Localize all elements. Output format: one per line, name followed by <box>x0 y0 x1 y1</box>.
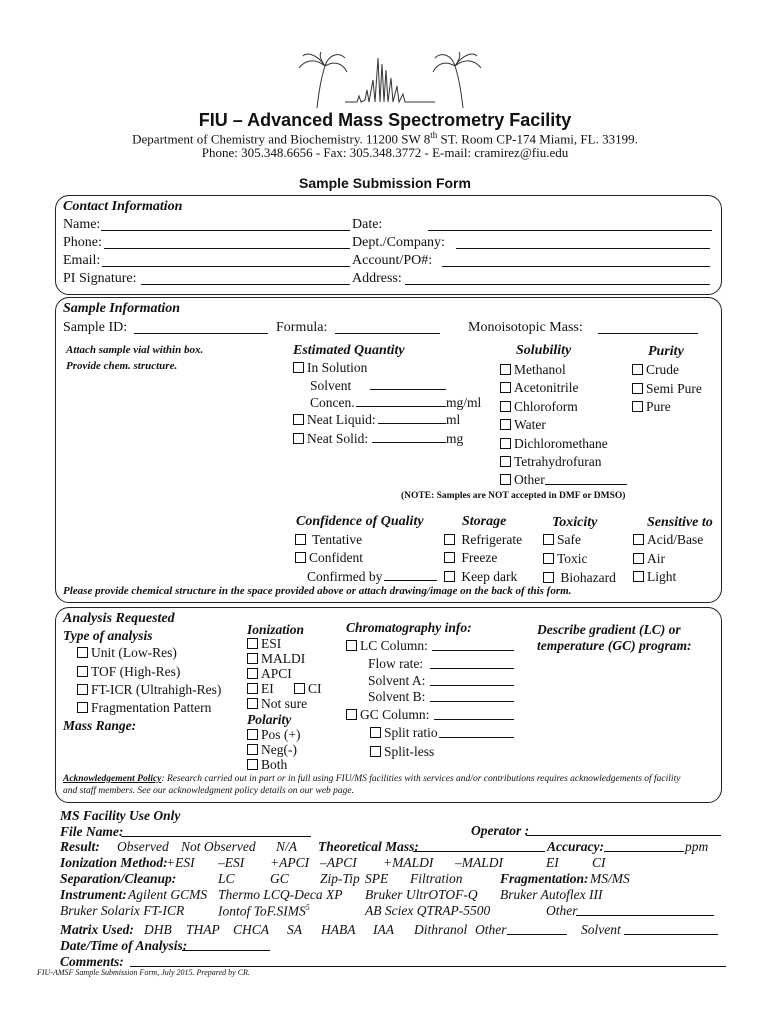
ms-ms-option[interactable]: MS/MS <box>590 871 630 886</box>
toxicity-label: Biohazard <box>560 570 616 585</box>
mg-unit: mg <box>446 431 464 446</box>
comments-label: Comments: <box>60 954 124 969</box>
matrix-option[interactable]: SA <box>287 922 302 937</box>
solvent-label: Solvent <box>310 378 352 393</box>
acetonitrile-checkbox[interactable] <box>500 382 511 393</box>
theoretical-mass-field[interactable] <box>413 851 545 852</box>
chloroform-checkbox[interactable] <box>500 401 511 412</box>
polarity-label: Both <box>261 757 288 772</box>
ionization-option[interactable] <box>247 681 274 697</box>
facility-contact <box>0 146 770 161</box>
ei-checkbox[interactable] <box>247 683 258 694</box>
accuracy-field[interactable] <box>604 851 684 852</box>
analysis-type-option[interactable] <box>77 664 180 680</box>
palm-tree-spectrum-logo <box>295 50 485 110</box>
both-checkbox[interactable] <box>247 759 258 770</box>
matrix-option[interactable]: THAP <box>186 922 220 937</box>
polarity-option[interactable] <box>247 757 287 773</box>
ionization-label: CI <box>308 681 322 696</box>
name-label: Name: <box>63 217 101 232</box>
sensitive-label: Light <box>647 569 677 584</box>
freeze-checkbox[interactable] <box>444 552 455 563</box>
storage-option[interactable] <box>444 532 522 548</box>
safe-checkbox[interactable] <box>543 534 554 545</box>
email-link[interactable]: cramirez@fiu.edu <box>474 145 569 160</box>
neat-liquid-option[interactable] <box>293 412 376 428</box>
not-sure-checkbox[interactable] <box>247 698 258 709</box>
solubility-heading: Solubility <box>516 343 572 358</box>
confident-checkbox[interactable] <box>295 552 306 563</box>
instrument-option[interactable]: Bruker Solarix FT-ICR <box>60 903 185 918</box>
file-name-label: File Name: <box>60 824 124 839</box>
email-label: Email: <box>63 253 101 268</box>
date-label: Date: <box>352 217 383 232</box>
ion-method-option[interactable]: CI <box>592 855 606 870</box>
light-checkbox[interactable] <box>633 571 644 582</box>
neat-liquid-checkbox[interactable] <box>293 414 304 425</box>
dmf-dmso-note: (NOTE: Samples are NOT accepted in DMF or DMSO) <box>401 491 626 501</box>
solubility-label: Tetrahydrofuran <box>514 454 602 469</box>
observed-option[interactable]: Observed <box>117 839 169 854</box>
ack-policy-text: : Research carried out in part or in full using FIU/MS facilities with services and/or contributions requires acknowledgements of facility <box>161 774 681 784</box>
ionization-label: Not sure <box>261 696 308 711</box>
theoretical-mass-label: Theoretical Mass: <box>318 839 419 854</box>
instrument-option[interactable]: AB Sciex QTRAP-5500 <box>365 903 491 918</box>
in-solution-checkbox[interactable] <box>293 362 304 373</box>
pos-checkbox[interactable] <box>247 729 258 740</box>
chrom-heading: Chromatography info: <box>346 620 472 635</box>
matrix-option[interactable]: IAA <box>373 922 394 937</box>
matrix-option[interactable]: CHCA <box>233 922 270 937</box>
instrument-label: Instrument: <box>60 887 127 902</box>
ion-method-option[interactable]: –MALDI <box>455 855 503 870</box>
ionization-heading: Ionization <box>247 622 305 637</box>
analysis-type-option[interactable] <box>77 700 211 716</box>
attach-vial-note: Attach sample vial within box. <box>66 344 204 356</box>
solubility-label: Water <box>514 417 546 432</box>
solubility-option[interactable] <box>500 362 566 378</box>
lc-column-field[interactable] <box>432 650 514 651</box>
facility-heading: MS Facility Use Only <box>60 808 181 823</box>
na-option[interactable]: N/A <box>276 839 298 854</box>
instrument-option[interactable]: Thermo LCQ-Deca XP <box>218 887 343 902</box>
mono-mass-field[interactable] <box>598 333 698 334</box>
ionization-option[interactable] <box>294 681 322 697</box>
polarity-option[interactable] <box>247 742 297 758</box>
purity-option[interactable] <box>632 381 702 397</box>
instrument-option[interactable]: Agilent GCMS <box>128 887 208 902</box>
address-sup: th <box>430 130 438 140</box>
sensitive-label: Acid/Base <box>647 532 704 547</box>
separation-option[interactable]: Filtration <box>410 871 463 886</box>
instrument-option[interactable]: Bruker Autoflex III <box>500 887 603 902</box>
air-checkbox[interactable] <box>633 553 644 564</box>
neg-checkbox[interactable] <box>247 744 258 755</box>
sample-id-field[interactable] <box>134 333 268 334</box>
ionization-label: EI <box>261 681 274 696</box>
acid-base-checkbox[interactable] <box>633 534 644 545</box>
storage-option[interactable] <box>444 550 497 566</box>
matrix-option[interactable]: Dithranol <box>414 922 468 937</box>
operator-label: Operator : <box>471 823 530 838</box>
result-label: Result: <box>60 839 100 854</box>
gc-column-label: GC Column: <box>360 707 430 722</box>
ci-checkbox[interactable] <box>294 683 305 694</box>
concen-label: Concen. <box>310 395 355 410</box>
solubility-label: Dichloromethane <box>514 436 608 451</box>
analysis-type-option[interactable] <box>77 645 177 661</box>
separation-option[interactable]: GC <box>270 871 289 886</box>
lc-column-checkbox[interactable] <box>346 640 357 651</box>
toxicity-option[interactable] <box>543 532 581 548</box>
ionization-option[interactable] <box>247 666 292 682</box>
solvent-field[interactable] <box>370 389 446 390</box>
split-less-checkbox[interactable] <box>370 746 381 757</box>
ion-method-option[interactable]: –APCI <box>320 855 357 870</box>
solubility-label: Chloroform <box>514 399 578 414</box>
ionization-option[interactable] <box>247 651 305 667</box>
solubility-label: Methanol <box>514 362 566 377</box>
lc-column-option[interactable] <box>346 638 428 654</box>
email-field[interactable] <box>102 266 350 267</box>
keep-dark-checkbox[interactable] <box>444 571 455 582</box>
ion-method-option[interactable]: +MALDI <box>383 855 434 870</box>
polarity-heading: Polarity <box>247 712 292 727</box>
gradient-label-line1: Describe gradient (LC) or <box>537 622 681 637</box>
analysis-type-label: Fragmentation Pattern <box>91 700 212 715</box>
crude-checkbox[interactable] <box>632 364 643 375</box>
methanol-checkbox[interactable] <box>500 364 511 375</box>
storage-label: Keep dark <box>461 569 518 584</box>
biohazard-checkbox[interactable] <box>543 572 554 583</box>
sample-id-label: Sample ID: <box>63 320 128 335</box>
separation-option[interactable]: LC <box>218 871 235 886</box>
sims-label: Iontof ToF.SIMS <box>218 903 306 919</box>
polarity-option[interactable] <box>247 727 301 743</box>
datetime-label: Date/Time of Analysis: <box>60 938 188 953</box>
matrix-other-field[interactable] <box>507 934 567 935</box>
address-label: Address: <box>352 271 402 286</box>
in-solution-label: In Solution <box>307 360 368 375</box>
purity-label: Semi Pure <box>646 381 702 396</box>
neat-solid-checkbox[interactable] <box>293 433 304 444</box>
ion-method-option[interactable]: EI <box>546 855 559 870</box>
sims-option[interactable] <box>218 903 310 919</box>
phone-field[interactable] <box>104 248 350 249</box>
solubility-option[interactable] <box>500 417 546 433</box>
formula-field[interactable] <box>335 333 440 334</box>
instrument-other-label: Other <box>546 903 578 918</box>
instrument-other-field[interactable] <box>576 915 714 916</box>
comments-field[interactable] <box>130 966 726 967</box>
ml-unit: ml <box>446 412 461 427</box>
storage-label: Freeze <box>461 550 498 565</box>
sensitive-label: Air <box>647 551 665 566</box>
tentative-checkbox[interactable] <box>295 534 306 545</box>
toxicity-heading: Toxicity <box>552 515 598 530</box>
gc-column-field[interactable] <box>434 719 514 720</box>
sensitive-heading: Sensitive to <box>647 515 713 530</box>
storage-label: Refrigerate <box>461 532 523 547</box>
in-solution-option[interactable] <box>293 360 367 376</box>
ion-method-option[interactable]: +APCI <box>270 855 310 870</box>
flow-rate-field[interactable] <box>430 668 514 669</box>
pi-signature-field[interactable] <box>141 284 350 285</box>
matrix-option[interactable]: HABA <box>321 922 356 937</box>
ionization-method-label: Ionization Method: <box>60 855 168 870</box>
pi-label: PI Signature: <box>63 271 137 286</box>
tentative-option[interactable] <box>295 532 362 548</box>
provide-structure-note: Provide chem. structure. <box>66 360 178 372</box>
toxicity-option[interactable] <box>543 570 616 586</box>
tof-checkbox[interactable] <box>77 666 88 677</box>
matrix-other-label: Other <box>475 922 507 937</box>
analysis-type-label: Unit (Low-Res) <box>91 645 177 660</box>
confirmed-label: Confirmed by <box>307 569 383 584</box>
solvent-b-field[interactable] <box>430 701 514 702</box>
name-field[interactable] <box>101 230 350 231</box>
account-field[interactable] <box>442 266 710 267</box>
gc-column-checkbox[interactable] <box>346 709 357 720</box>
separation-option[interactable]: SPE <box>365 871 389 886</box>
split-ratio-checkbox[interactable] <box>370 727 381 738</box>
facility-title: FIU – Advanced Mass Spectrometry Facility <box>198 110 572 130</box>
ion-method-option[interactable]: +ESI <box>166 855 195 870</box>
thf-checkbox[interactable] <box>500 456 511 467</box>
estimated-heading: Estimated Quantity <box>293 343 405 358</box>
datetime-text: Date/Time of Analysis <box>60 938 183 953</box>
storage-heading: Storage <box>462 514 507 529</box>
unit-checkbox[interactable] <box>77 647 88 658</box>
dept-field[interactable] <box>456 248 710 249</box>
analysis-heading: Analysis Requested <box>63 611 175 626</box>
purity-label: Crude <box>646 362 679 377</box>
confidence-heading: Confidence of Quality <box>296 514 424 529</box>
solubility-option[interactable] <box>500 399 578 415</box>
water-checkbox[interactable] <box>500 419 511 430</box>
analysis-type-label: TOF (High-Res) <box>91 664 181 679</box>
not-observed-option[interactable]: Not Observed <box>181 839 256 854</box>
purity-label: Pure <box>646 399 671 414</box>
split-less-label: Split-less <box>384 744 435 759</box>
lc-column-label: LC Column: <box>360 638 428 653</box>
phone-label: Phone: <box>63 235 102 250</box>
mgml-unit: mg/ml <box>446 395 482 410</box>
type-heading: Type of analysis <box>63 628 153 643</box>
ack-policy-text2: and staff members. See our acknowledgment policy details on our web page. <box>63 786 355 796</box>
ion-method-option[interactable]: –ESI <box>218 855 245 870</box>
confident-label: Confident <box>309 550 363 565</box>
date-field[interactable] <box>428 230 712 231</box>
split-ratio-field[interactable] <box>439 737 514 738</box>
gc-column-option[interactable] <box>346 707 429 723</box>
sensitive-option[interactable] <box>633 532 703 548</box>
neat-solid-field[interactable] <box>372 442 446 443</box>
sims-sup: 5 <box>305 903 310 912</box>
ft-icr-checkbox[interactable] <box>77 684 88 695</box>
accuracy-label: Accuracy: <box>547 839 604 854</box>
solvent-a-label: Solvent A: <box>368 673 426 688</box>
solvent-a-field[interactable] <box>430 685 514 686</box>
solvent-b-label: Solvent B: <box>368 689 426 704</box>
esi-checkbox[interactable] <box>247 638 258 649</box>
semi-pure-checkbox[interactable] <box>632 383 643 394</box>
solubility-option[interactable] <box>500 454 602 470</box>
operator-field[interactable] <box>526 835 721 836</box>
toxicity-label: Safe <box>557 532 581 547</box>
purity-option[interactable] <box>632 362 679 378</box>
solubility-option[interactable] <box>500 472 545 488</box>
confident-option[interactable] <box>295 550 363 566</box>
fragmentation-label: Fragmentation: <box>500 871 589 886</box>
solubility-label: Other <box>514 472 545 487</box>
gradient-label-line2: temperature (GC) program: <box>537 638 692 653</box>
result-row <box>60 839 100 855</box>
purity-option[interactable] <box>632 399 671 415</box>
separation-label: Separation/Cleanup: <box>60 871 177 886</box>
split-less-option[interactable] <box>370 744 434 760</box>
analysis-type-label: FT-ICR (Ultrahigh-Res) <box>91 682 222 697</box>
form-title: Sample Submission Form <box>299 175 471 191</box>
ack-policy <box>63 774 680 785</box>
ionization-label: MALDI <box>261 651 306 666</box>
toxicity-option[interactable] <box>543 551 588 567</box>
instrument-option[interactable]: Bruker UltrOTOF-Q <box>365 887 478 902</box>
ionization-option[interactable] <box>247 636 281 652</box>
footer-note: FIU-AMSF Sample Submission Form, July 2015. Prepared by CR. <box>37 968 250 977</box>
matrix-solvent-label: Solvent <box>581 922 621 937</box>
address-text: Department of Chemistry and Biochemistry. 11200 SW 8 <box>132 131 431 147</box>
solubility-option[interactable] <box>500 436 608 452</box>
storage-option[interactable] <box>444 569 517 585</box>
split-ratio-label: Split ratio <box>384 725 438 740</box>
analysis-type-option[interactable] <box>77 682 221 698</box>
structure-note: Please provide chemical structure in the space provided above or attach drawing/image on the back of this form. <box>63 585 572 597</box>
refrigerate-checkbox[interactable] <box>444 534 455 545</box>
mass-range-label: Mass Range: <box>63 718 137 733</box>
toxic-checkbox[interactable] <box>543 553 554 564</box>
neat-solid-option[interactable] <box>293 431 368 447</box>
tentative-label: Tentative <box>312 532 363 547</box>
polarity-label: Neg(-) <box>261 742 297 757</box>
matrix-option[interactable]: DHB <box>144 922 172 937</box>
matrix-solvent-field[interactable] <box>624 934 718 935</box>
dept-label: Dept./Company: <box>352 235 445 250</box>
file-name-field[interactable] <box>121 836 311 837</box>
sensitive-option[interactable] <box>633 569 676 585</box>
pure-checkbox[interactable] <box>632 401 643 412</box>
ack-policy-label: Acknowledgement Policy <box>63 774 162 784</box>
address-field[interactable] <box>405 284 710 285</box>
polarity-label: Pos (+) <box>261 727 301 742</box>
maldi-checkbox[interactable] <box>247 653 258 664</box>
neat-solid-label: Neat Solid: <box>307 431 369 446</box>
solubility-label: Acetonitrile <box>514 380 579 395</box>
other-solvent-field[interactable] <box>545 484 627 485</box>
sample-heading: Sample Information <box>63 301 181 316</box>
flow-rate-label: Flow rate: <box>368 656 424 671</box>
fragmentation-checkbox[interactable] <box>77 702 88 713</box>
neat-liquid-field[interactable] <box>378 423 446 424</box>
mono-mass-label: Monoisotopic Mass: <box>468 320 583 335</box>
concen-field[interactable] <box>356 406 446 407</box>
solubility-option[interactable] <box>500 380 578 396</box>
ionization-option[interactable] <box>247 696 307 712</box>
separation-option[interactable]: Zip-Tip <box>320 871 360 886</box>
ionization-label: ESI <box>261 636 282 651</box>
matrix-label: Matrix Used: <box>60 922 134 937</box>
toxicity-label: Toxic <box>557 551 588 566</box>
sensitive-option[interactable] <box>633 551 665 567</box>
apci-checkbox[interactable] <box>247 668 258 679</box>
contact-heading: Contact Information <box>63 199 183 214</box>
ppm-unit: ppm <box>685 839 709 854</box>
split-ratio-option[interactable] <box>370 725 438 741</box>
other-checkbox[interactable] <box>500 474 511 485</box>
address-text-end: ST. Room CP-174 Miami, FL. 33199. <box>437 131 638 147</box>
formula-label: Formula: <box>276 320 328 335</box>
phone-fax: Phone: 305.348.6656 - Fax: 305.348.3772 - E-mail: <box>201 145 475 160</box>
ionization-label: APCI <box>261 666 292 681</box>
datetime-field[interactable] <box>182 950 270 951</box>
neat-liquid-label: Neat Liquid: <box>307 412 376 427</box>
account-label: Account/PO#: <box>352 253 433 268</box>
dichloromethane-checkbox[interactable] <box>500 438 511 449</box>
purity-heading: Purity <box>648 344 684 359</box>
confirmed-field[interactable] <box>384 580 437 581</box>
